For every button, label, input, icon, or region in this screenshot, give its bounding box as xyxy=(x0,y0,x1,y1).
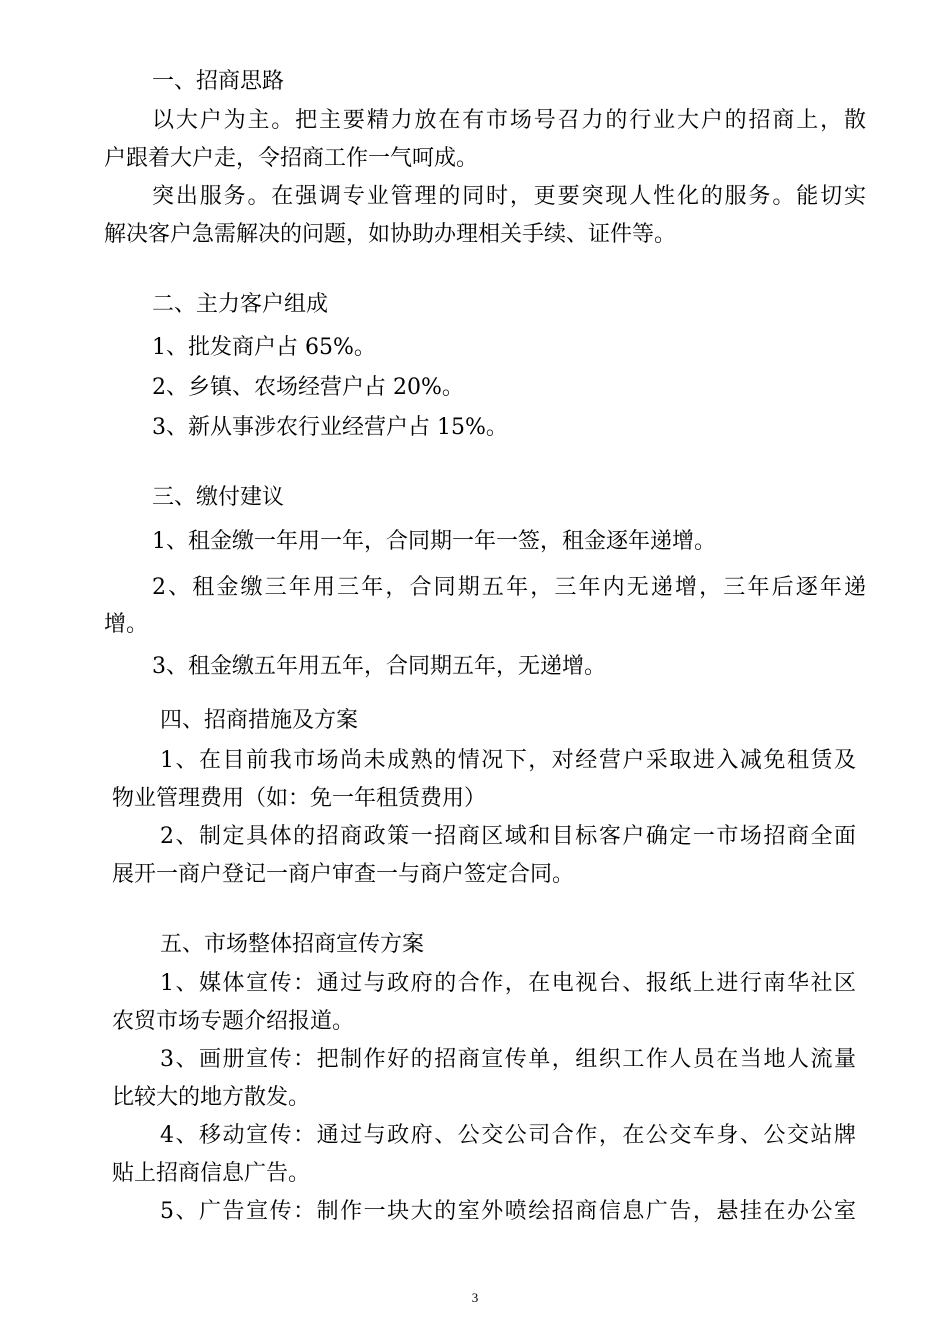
list-item-continued: 贴上招商信息广告。 xyxy=(112,1161,311,1186)
list-item-continued: 展开一商户登记一商户审查一与商户签定合同。 xyxy=(112,862,575,887)
list-item: 1、在目前我市场尚未成熟的情况下，对经营户采取进入减免租赁及 xyxy=(160,748,856,773)
list-item: 1、租金缴一年用一年，合同期一年一签，租金逐年递增。 xyxy=(152,529,716,554)
list-item: 2、制定具体的招商政策一招商区域和目标客户确定一市场招商全面 xyxy=(160,824,856,849)
list-item: 3、新从事涉农行业经营户占 15%。 xyxy=(152,415,508,440)
section-heading-1: 一、招商思路 xyxy=(152,69,285,94)
section-heading-5: 五、市场整体招商宣传方案 xyxy=(160,932,425,957)
list-item-continued: 农贸市场专题介绍报道。 xyxy=(112,1009,355,1034)
section-heading-2: 二、主力客户组成 xyxy=(152,292,329,317)
paragraph-line: 以大户为主。把主要精力放在有市场号召力的行业大户的招商上，散 xyxy=(152,108,866,133)
paragraph-line: 解决客户急需解决的问题，如协助办理相关手续、证件等。 xyxy=(104,222,677,247)
list-item: 3、画册宣传：把制作好的招商宣传单，组织工作人员在当地人流量 xyxy=(160,1047,856,1072)
paragraph-line: 突出服务。在强调专业管理的同时，更要突现人性化的服务。能切实 xyxy=(152,184,866,209)
list-item-continued: 增。 xyxy=(104,612,149,637)
paragraph-line: 户跟着大户走，令招商工作一气呵成。 xyxy=(104,146,479,171)
list-item: 4、移动宣传：通过与政府、公交公司合作，在公交车身、公交站牌 xyxy=(160,1123,856,1148)
page-number: 3 xyxy=(471,1290,479,1305)
list-item: 1、媒体宣传：通过与政府的合作，在电视台、报纸上进行南华社区 xyxy=(160,971,856,996)
list-item: 2、租金缴三年用三年，合同期五年，三年内无递增，三年后逐年递 xyxy=(152,575,866,600)
list-item-continued: 物业管理费用（如：免一年租赁费用） xyxy=(112,786,487,811)
section-heading-3: 三、缴付建议 xyxy=(152,485,285,510)
list-item: 3、租金缴五年用五年，合同期五年，无递增。 xyxy=(152,654,606,679)
list-item: 1、批发商户占 65%。 xyxy=(152,335,376,360)
list-item-continued: 比较大的地方散发。 xyxy=(112,1085,311,1110)
list-item: 2、乡镇、农场经营户占 20%。 xyxy=(152,375,464,400)
section-heading-4: 四、招商措施及方案 xyxy=(160,708,359,733)
list-item: 5、广告宣传：制作一块大的室外喷绘招商信息广告，悬挂在办公室 xyxy=(160,1199,856,1224)
